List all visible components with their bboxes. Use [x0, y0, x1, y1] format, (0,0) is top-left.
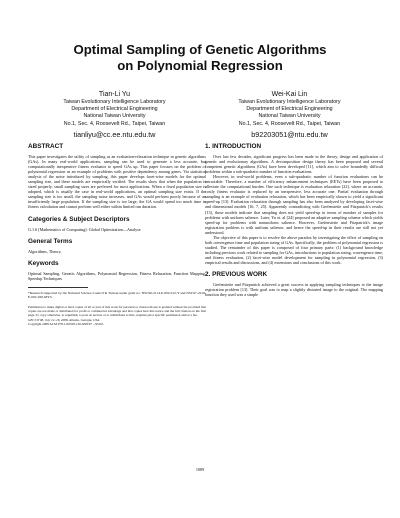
footnote: *Research supported by the National Science Council in Taiwan under grant no. NSC96-2114-P-002-012-Y and NSC97-2218-E-002-020-MY3. — [28, 290, 206, 299]
categories-heading: Categories & Subject Descriptors — [28, 215, 130, 223]
author-university: National Taiwan University — [83, 113, 146, 120]
author-block-1 — [22, 90, 207, 140]
title-line-2: on Polynomial Regression — [117, 58, 283, 73]
general-terms-heading: General Terms — [28, 237, 73, 245]
abstract-heading: ABSTRACT — [28, 143, 64, 150]
introduction-heading: 1. INTRODUCTION — [205, 143, 262, 150]
author-department: Department of Electrical Engineering — [246, 106, 333, 113]
copyright-notice — [28, 305, 206, 325]
permission-text: Permission to make digital or hard copies of all or part of this work for personal or classroom use is granted without fee provided that copies are not made or distributed for profit or commercial advantage and that copies bear this notice and the full citation on the first page. To copy otherwise, to republish, to post on servers or to redistribute to lists, requires prior specific permission and/or a fee. — [28, 305, 206, 318]
paper-title — [0, 42, 400, 74]
previous-work-heading: 2. PREVIOUS WORK — [205, 271, 268, 279]
author-name: Wei-Kai Lin — [271, 91, 308, 98]
intro-paragraph: Over last few decades, significant progress has been made in the theory, design and application of genetic and evolutionary algorithms. A decomposition design theory has been proposed and several competent genetic algorithms (GAs) have been developed [11], which aim to solve boundedly difficult problems within a sub-quadratic number of function evaluations. — [205, 154, 383, 175]
author-name: Tian-Li Yu — [98, 91, 131, 98]
keywords-text: Optimal Sampling, Genetic Algorithms, Polynomial Regression, Fitness Relaxation, Function Mapping, Speedup Techniques — [28, 270, 206, 281]
page-number: 1089 — [195, 467, 205, 472]
keywords-heading: Keywords — [28, 259, 59, 267]
intro-paragraph: However, in real-world problems, even a sub-quadratic number of function evaluations can be intractable. Therefore, a number of efficiency enhancement techniques (EETs) have been proposed to alleviate the computational burden. One such technique is evaluation relaxation [22], where an accurate, costly fitness evaluator is replaced by an inexpensive, less accurate one. Partial evaluation through sampling is an example of evaluation relaxation, which has been empirically shown to yield a significant speed-up [13]. Evaluation relaxation through sampling has also been analyzed by developing facet-wise and dimensional models [16, 7, 25]. Apparently contradicting with Grefenstette and Fitzpatrick's results [13], those models indicate that sampling does not yield speed-up in terms of number of samples for problems with uniform salience. Later, Yu et. al [24] proposed an adaptive sampling scheme which yields speed-up for problems with nonuniform salience. However, Grefenstette and Fitzpatrick's image registration problem is with uniform salience, and hence the speed-up in their results are still not yet understood. — [205, 174, 383, 235]
right-column — [205, 143, 383, 297]
author-address: No.1, Sec. 4, Roosevelt Rd., Taipei, Taiwan — [63, 120, 166, 127]
categories-text: G.1.6 [Mathematics of Computing]: Global Optimization—Analyse — [28, 226, 141, 232]
title-line-1: Optimal Sampling of Genetic Algorithms — [73, 42, 327, 57]
footnote-rule — [28, 287, 88, 288]
copyright-line: Copyright 2008 ACM 978-1-60558-130-9/08/07 ...$5.00. — [28, 321, 104, 326]
author-affiliation: Taiwan Evolutionary Intelligence Laboratory — [238, 99, 341, 105]
author-email[interactable]: tianliyu@cc.ee.ntu.edu.tw — [73, 129, 156, 139]
author-address: No.1, Sec. 4, Roosevelt Rd., Taipei, Taiwan — [238, 120, 341, 127]
conference-info: GECCO'08, July 12–16, 2008, Atlanta, Georgia, USA. — [28, 317, 100, 322]
author-department: Department of Electrical Engineering — [71, 106, 158, 113]
general-terms-text: Algorithms, Theory. — [28, 248, 62, 254]
author-email[interactable]: b92203051@ntu.edu.tw — [251, 129, 328, 139]
author-university: National Taiwan University — [258, 113, 321, 120]
previous-work-paragraph: Grefenstette and Fitzpatrick achieved a great success in applying sampling techniques to the image registration problem [13]. Their goal was to map a slightly distorted image to the original. The mapping function they used was a simple — [205, 282, 383, 298]
left-column — [28, 143, 206, 326]
author-block-2 — [197, 90, 382, 140]
author-affiliation: Taiwan Evolutionary Intelligence Laboratory — [63, 99, 166, 105]
intro-paragraph: The objective of this paper is to resolve the above paradox by investigating the effect of sampling on both convergence time and population sizing of GAs. Specifically, the problem of polynomial regression is studied. The remainder of this paper is composed of four primary parts: (1) background knowledge including previous work related to sampling for GAs, introductions to population sizing, convergence time, and fitness evaluation, (2) facet-wise model development for sampling in polynomial regression, (3) empirical results and discussions, and (4) extensions and conclusions of this work. — [205, 234, 383, 265]
abstract-text: This paper investigates the utility of sampling as an evaluation-relaxation technique in genetic algorithms (GAs). In many real-world applications, sampling can be used to generate a less accurate, but computationally inexpensive fitness evaluator to speed GAs up. This paper focuses on the problem of polynomial regression as an example of problems with positive dependency among genes. Via statistical analysis of the noise introduced by sampling, this paper develops facet-wise models for the optimal sampling size, and these models are empirically verified. The results show that when the population is sized properly, small sampling sizes are preferred for most applications. When a fixed population size is adopted, which is usually the case in real-world applications, an optimal sampling size exists. If the sampling size is too small, the sampling noise increases, and GAs would perform poorly because of an insufficiently large population. If the sampling size is too large, the GA would spend too much time in fitness calculation and cannot perform well either within limited run duration. — [28, 154, 206, 210]
